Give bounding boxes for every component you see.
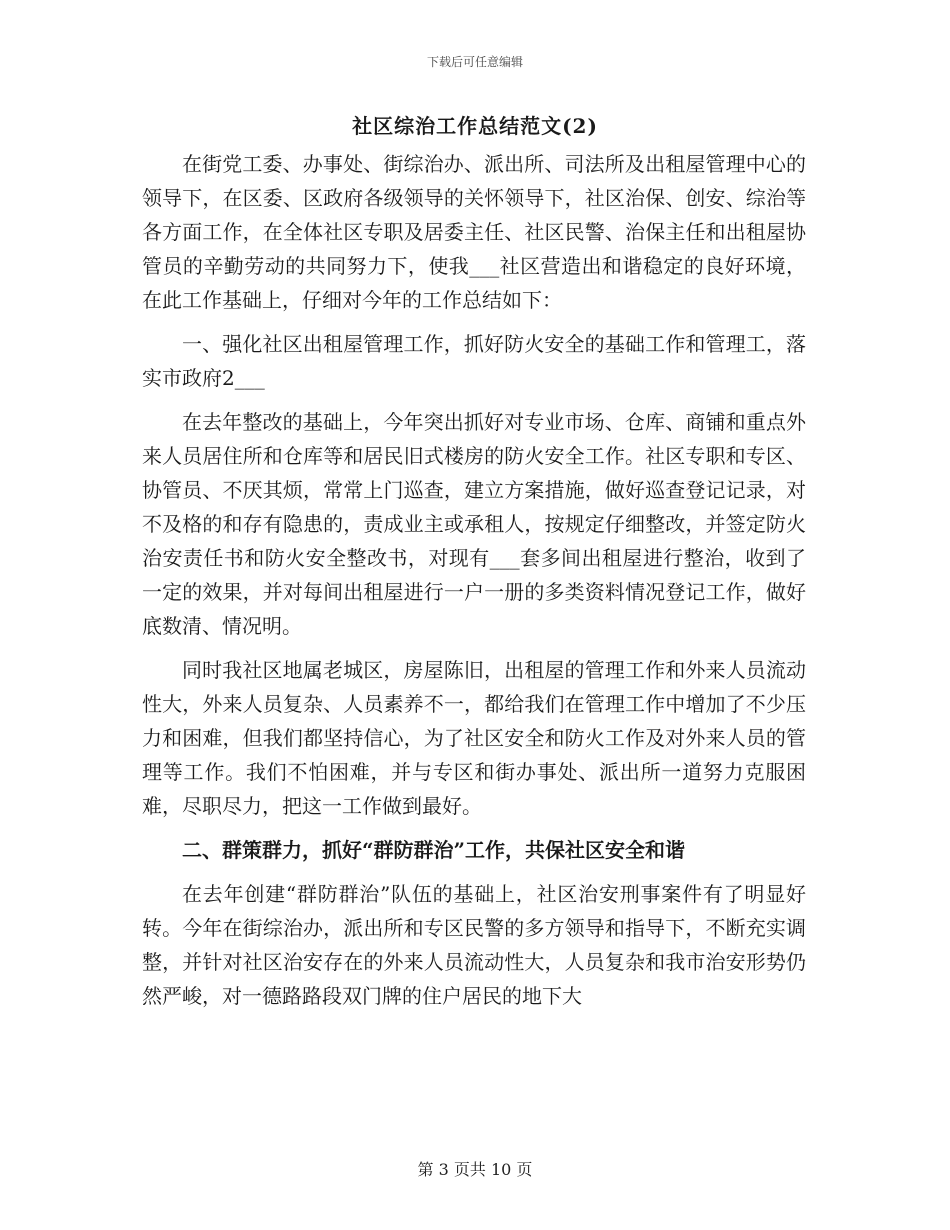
document-body [142,147,806,1013]
page-footer: 第 3 页共 10 页 [417,1160,533,1179]
document-title: 社区综治工作总结范文(2) [352,114,598,138]
header-note: 下载后可任意编辑 [426,55,523,69]
paragraph-intro: 在街党工委、办事处、街综治办、派出所、司法所及出租屋管理中心的领导下，在区委、区政府各级领导的关怀领导下，社区治保、创安、综治等各方面工作，在全体社区专职及居委主任、社区民警、治保主任和出租屋协管员的辛勤劳动的共同努力下，使我___社区营造出和谐稳定的良好环境，在此工作基础上，仔细对今年的工作总结如下： [142,152,806,312]
paragraph-section-1-heading: 一、强化社区出租屋管理工作，抓好防火安全的基础工作和管理工，落实市政府2___ [142,332,806,390]
paragraph-section-1-body: 在去年整改的基础上，今年突出抓好对专业市场、仓库、商铺和重点外来人员居住所和仓库等和居民旧式楼房的防火安全工作。社区专职和专区、协管员、不厌其烦，常常上门巡查，建立方案措施，做好巡查登记记录，对不及格的和存有隐患的，责成业主或承租人，按规定仔细整改，并签定防火治安责任书和防火安全整改书，对现有___套多间出租屋进行整治，收到了一定的效果，并对每间出租屋进行一户一册的多类资料情况登记工作，做好底数清、情况明。 [142,410,806,638]
paragraph-section-2-body: 在去年创建“群防群治”队伍的基础上，社区治安刑事案件有了明显好转。今年在街综治办，派出所和专区民警的多方领导和指导下，不断充实调整，并针对社区治安存在的外来人员流动性大，人员复杂和我市治安形势仍然严峻，对一德路路段双门牌的住户居民的地下大 [142,882,806,1008]
paragraph-section-2-heading: 二、群策群力，抓好“群防群治”工作，共保社区安全和谐 [182,838,686,862]
paragraph-section-1-body-2: 同时我社区地属老城区，房屋陈旧，出租屋的管理工作和外来人员流动性大，外来人员复杂、人员素养不一，都给我们在管理工作中增加了不少压力和困难，但我们都坚持信心，为了社区安全和防火工作及对外来人员的管理等工作。我们不怕困难，并与专区和街办事处、派出所一道努力克服困难，尽职尽力，把这一工作做到最好。 [142,658,806,818]
